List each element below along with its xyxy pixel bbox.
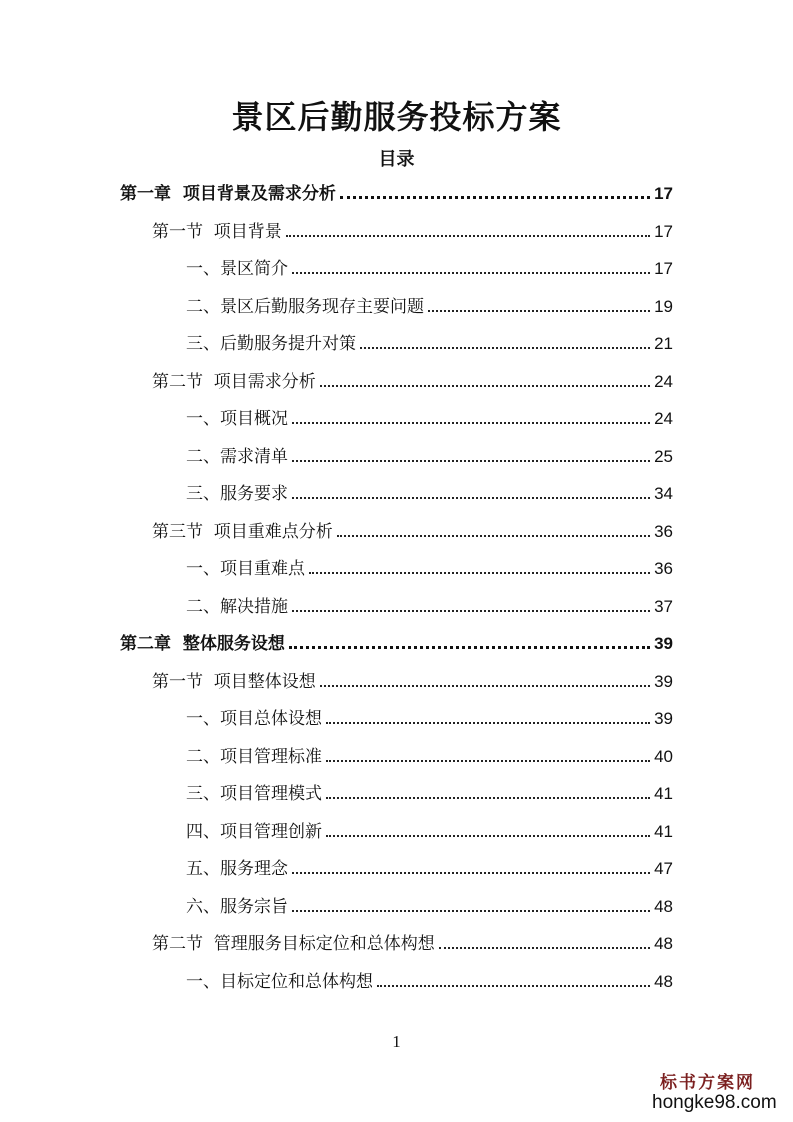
toc-subsection-entry[interactable] (186, 556, 673, 580)
toc-entry-page: 24 (654, 371, 673, 391)
toc-entry-label: 第二节 项目需求分析 (152, 371, 316, 392)
toc-section-entry[interactable] (152, 219, 673, 243)
toc-entry-page: 19 (654, 296, 673, 316)
toc-entry-page: 25 (654, 446, 673, 466)
toc-entry-page: 48 (654, 896, 673, 916)
toc-entry-label: 一、项目概况 (186, 409, 288, 429)
toc-dot-leader (289, 646, 650, 649)
toc-heading: 目录 (378, 149, 415, 170)
toc-entry-page: 37 (654, 596, 673, 616)
toc-entry-label: 一、项目重难点 (186, 559, 305, 579)
toc-dot-leader (326, 835, 650, 837)
toc-subsection-entry[interactable] (186, 706, 673, 730)
toc-subsection-entry[interactable] (186, 594, 673, 618)
toc-dot-leader (292, 872, 650, 874)
toc-entry-page: 41 (654, 821, 673, 841)
toc-entry-page: 41 (654, 784, 673, 803)
toc-chapter-entry[interactable] (120, 631, 673, 655)
toc-dot-leader (340, 196, 650, 199)
toc-dot-leader (326, 797, 650, 799)
toc-entry-page: 17 (654, 184, 673, 203)
toc-entry-label: 三、项目管理模式 (186, 784, 322, 804)
toc-subsection-entry[interactable] (186, 406, 673, 430)
toc-subsection-entry[interactable] (186, 294, 673, 318)
toc-subsection-entry[interactable] (186, 969, 673, 993)
toc-dot-leader (292, 422, 650, 424)
toc-subsection-entry[interactable] (186, 894, 673, 918)
toc-entry-label: 第二节 管理服务目标定位和总体构想 (152, 934, 435, 954)
toc-section-entry[interactable] (152, 369, 673, 393)
toc-dot-leader (292, 497, 650, 499)
toc-entry-page: 39 (654, 709, 673, 728)
toc-entry-page: 36 (654, 521, 673, 541)
toc-dot-leader (439, 947, 650, 949)
toc-dot-leader (337, 535, 650, 537)
toc-entry-page: 47 (654, 859, 673, 878)
toc-dot-leader (292, 610, 650, 612)
toc-entry-page: 39 (654, 671, 673, 691)
toc-entry-page: 24 (654, 409, 673, 428)
toc-entry-page: 48 (654, 971, 673, 991)
toc-entry-page: 21 (654, 334, 673, 353)
toc-dot-leader (320, 685, 650, 687)
toc-section-entry[interactable] (152, 519, 673, 543)
toc-entry-page: 48 (654, 934, 673, 953)
toc-entry-page: 39 (654, 634, 673, 653)
toc-entry-label: 第二章 整体服务设想 (120, 634, 285, 654)
toc-entry-label: 一、景区简介 (186, 259, 288, 279)
toc-entry-label: 二、景区后勤服务现存主要问题 (186, 296, 424, 317)
toc-entry-label: 三、服务要求 (186, 484, 288, 504)
toc-subsection-entry[interactable] (186, 481, 673, 505)
toc-entry-label: 第三节 项目重难点分析 (152, 521, 333, 542)
toc-dot-leader (360, 347, 650, 349)
toc-section-entry[interactable] (152, 931, 673, 955)
toc-entry-label: 二、项目管理标准 (186, 746, 322, 767)
watermark-url: hongke98.com (652, 1092, 777, 1113)
watermark-site-name: 标书方案网 (660, 1073, 755, 1093)
toc-entry-label: 一、项目总体设想 (186, 709, 322, 729)
toc-dot-leader (326, 722, 650, 724)
toc-subsection-entry[interactable] (186, 781, 673, 805)
toc-entry-label: 第一章 项目背景及需求分析 (120, 184, 336, 204)
toc-dot-leader (292, 272, 650, 274)
document-title: 景区后勤服务投标方案 (231, 98, 562, 136)
toc-entry-label: 二、需求清单 (186, 446, 288, 467)
toc-dot-leader (292, 910, 650, 912)
toc-entry-label: 第一节 项目整体设想 (152, 671, 316, 692)
toc-entry-page: 17 (654, 221, 673, 241)
toc-subsection-entry[interactable] (186, 856, 673, 880)
toc-entry-label: 四、项目管理创新 (186, 821, 322, 842)
toc-entry-label: 五、服务理念 (186, 859, 288, 879)
toc-subsection-entry[interactable] (186, 444, 673, 468)
toc-entry-label: 三、后勤服务提升对策 (186, 334, 356, 354)
toc-entry-page: 40 (654, 746, 673, 766)
toc-subsection-entry[interactable] (186, 819, 673, 843)
toc-entry-label: 一、目标定位和总体构想 (186, 971, 373, 992)
page-number: 1 (392, 1032, 401, 1051)
toc-subsection-entry[interactable] (186, 256, 673, 280)
toc-dot-leader (428, 310, 650, 312)
toc-entry-label: 二、解决措施 (186, 596, 288, 617)
toc-entry-page: 34 (654, 484, 673, 503)
toc-entry-page: 36 (654, 559, 673, 578)
toc-dot-leader (309, 572, 650, 574)
toc-entry-label: 第一节 项目背景 (152, 221, 282, 242)
toc-dot-leader (326, 760, 650, 762)
toc-entry-page: 17 (654, 259, 673, 278)
toc-subsection-entry[interactable] (186, 331, 673, 355)
toc-dot-leader (286, 235, 650, 237)
toc-chapter-entry[interactable] (120, 181, 673, 205)
toc-entry-label: 六、服务宗旨 (186, 896, 288, 917)
toc-subsection-entry[interactable] (186, 744, 673, 768)
toc-dot-leader (320, 385, 650, 387)
toc-section-entry[interactable] (152, 669, 673, 693)
toc-dot-leader (377, 985, 650, 987)
toc-dot-leader (292, 460, 650, 462)
